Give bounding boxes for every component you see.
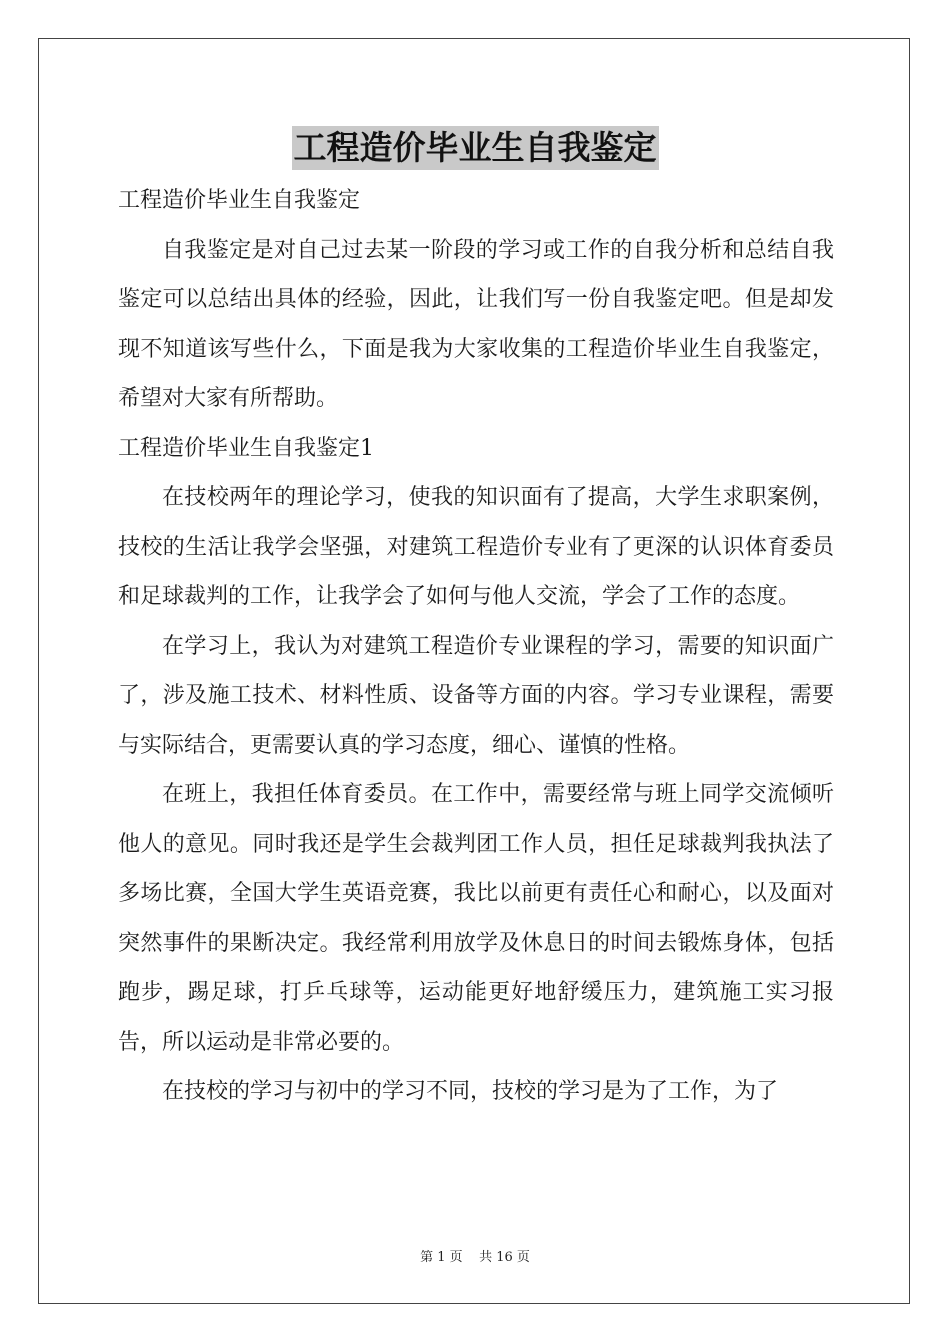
intro-paragraph: 自我鉴定是对自己过去某一阶段的学习或工作的自我分析和总结自我鉴定可以总结出具体的经验，因此，让我们写一份自我鉴定吧。但是却发现不知道该写些什么，下面是我为大家收集的工程造价毕业生自我鉴定，希望对大家有所帮助。: [118, 237, 834, 411]
body-paragraph: 在班上，我担任体育委员。在工作中，需要经常与班上同学交流倾听他人的意见。同时我还是学生会裁判团工作人员，担任足球裁判我执法了多场比赛，全国大学生英语竞赛，我比以前更有责任心和耐心，以及面对突然事件的果断决定。我经常利用放学及休息日的时间去锻炼身体，包括跑步，踢足球，打乒乓球等，运动能更好地舒缓压力，建筑施工实习报告，所以运动是非常必要的。: [118, 782, 834, 1055]
title-container: [0, 126, 950, 170]
page-number-footer: 第 1 页 共 16 页: [420, 1250, 530, 1265]
document-body: [118, 176, 834, 1117]
body-paragraph: 在学习上，我认为对建筑工程造价专业课程的学习，需要的知识面广了，涉及施工技术、材料性质、设备等方面的内容。学习专业课程，需要与实际结合，更需要认真的学习态度，细心、谨慎的性格。: [118, 633, 834, 758]
subtitle: 工程造价毕业生自我鉴定: [118, 188, 361, 213]
document-title: 工程造价毕业生自我鉴定: [292, 126, 659, 170]
body-paragraph: 在技校的学习与初中的学习不同，技校的学习是为了工作，为了: [162, 1079, 779, 1104]
body-paragraph: 在技校两年的理论学习，使我的知识面有了提高，大学生求职案例，技校的生活让我学会坚强，对建筑工程造价专业有了更深的认识体育委员和足球裁判的工作，让我学会了如何与他人交流，学会了工作的态度。: [118, 485, 834, 609]
section-heading: 工程造价毕业生自我鉴定1: [118, 435, 374, 461]
